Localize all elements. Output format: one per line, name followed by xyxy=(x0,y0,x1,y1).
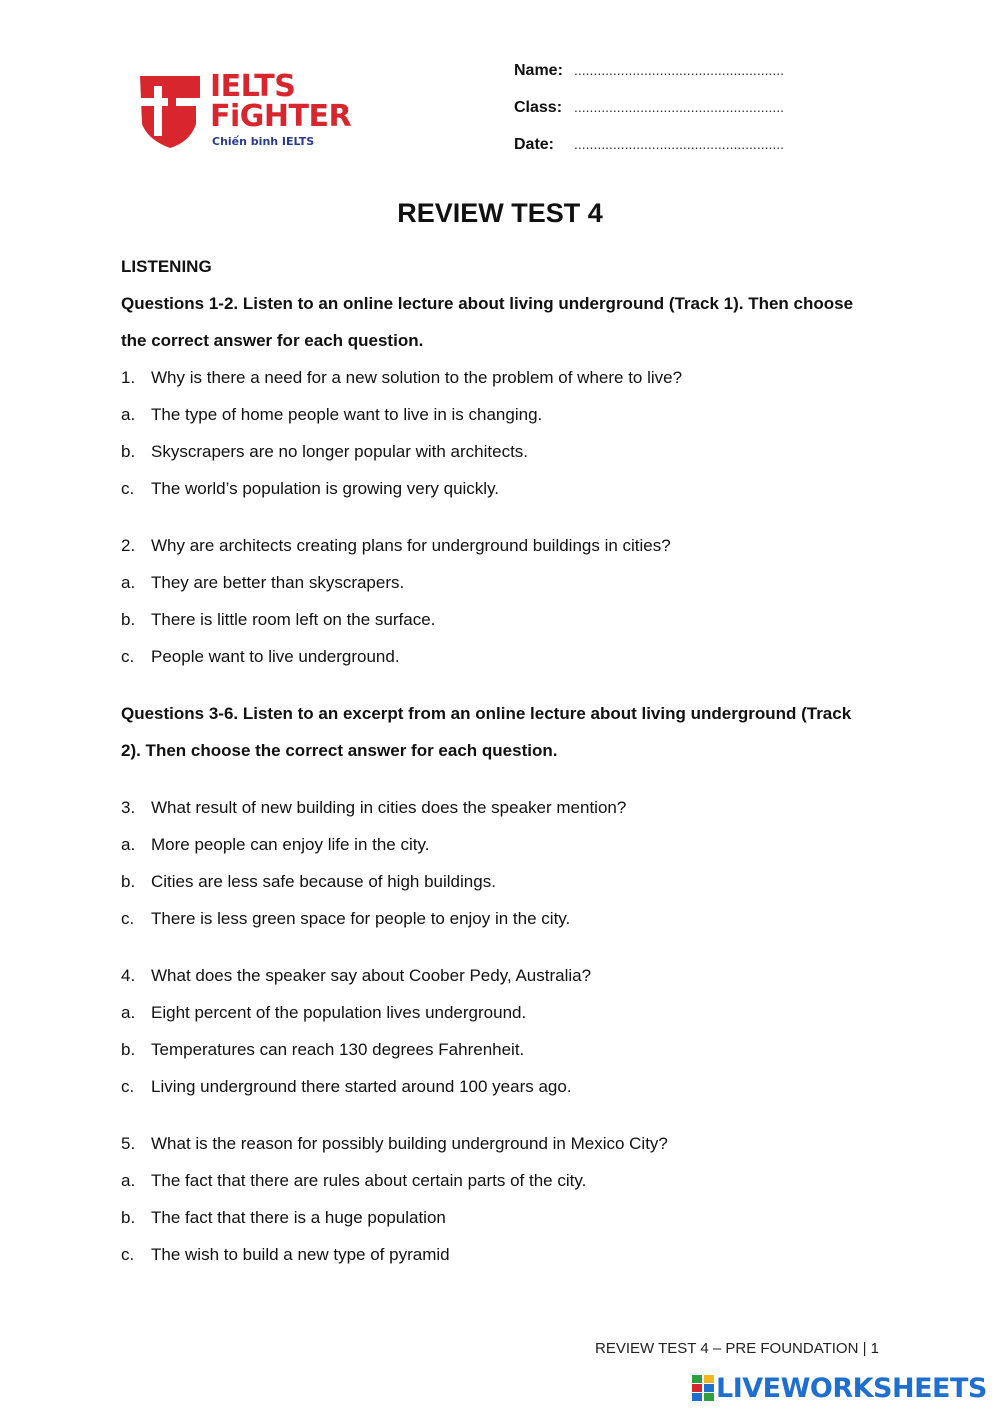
page-footer: REVIEW TEST 4 – PRE FOUNDATION | 1 xyxy=(595,1340,879,1357)
option-4c[interactable] xyxy=(121,1077,572,1097)
option-text: More people can enjoy life in the city. xyxy=(151,835,430,854)
class-field[interactable]: ...................................................... xyxy=(574,99,785,115)
liveworksheets-logo-icon xyxy=(692,1375,714,1401)
question-3 xyxy=(121,798,626,818)
question-4 xyxy=(121,966,591,986)
option-text: The fact that there is a huge population xyxy=(151,1208,446,1227)
liveworksheets-watermark xyxy=(692,1373,987,1403)
option-5c[interactable] xyxy=(121,1245,450,1265)
option-text: There is little room left on the surface. xyxy=(151,610,436,629)
page-title: REVIEW TEST 4 xyxy=(397,198,603,228)
instructions-q1-2: Questions 1-2. Listen to an online lecture about living underground (Track 1). Then choose xyxy=(121,294,854,313)
option-text: Cities are less safe because of high buildings. xyxy=(151,872,496,891)
option-letter: c. xyxy=(121,1245,135,1264)
question-text: Why is there a need for a new solution to the problem of where to live? xyxy=(151,368,683,387)
option-text: The world’s population is growing very quickly. xyxy=(151,479,500,498)
option-letter: b. xyxy=(121,1208,136,1227)
instructions-q3-6-cont: 2). Then choose the correct answer for each question. xyxy=(121,741,558,760)
logo-tagline: Chiến binh IELTS xyxy=(212,135,315,148)
option-letter: a. xyxy=(121,573,136,592)
question-text: What does the speaker say about Coober Pedy, Australia? xyxy=(151,966,592,985)
option-5a[interactable] xyxy=(121,1171,586,1191)
logo-word-ielts: IELTS xyxy=(210,69,296,104)
liveworksheets-text: LIVEWORKSHEETS xyxy=(716,1372,987,1404)
logo-emblem-icon xyxy=(136,72,206,150)
option-text: There is less green space for people to enjoy in the city. xyxy=(151,909,571,928)
name-label: Name: xyxy=(514,62,563,79)
date-field[interactable]: ...................................................... xyxy=(574,136,785,152)
question-number: 2. xyxy=(121,536,136,555)
question-number: 3. xyxy=(121,798,136,817)
option-letter: a. xyxy=(121,835,136,854)
question-number: 1. xyxy=(121,368,136,387)
option-letter: b. xyxy=(121,872,136,891)
option-5b[interactable] xyxy=(121,1208,446,1228)
option-letter: c. xyxy=(121,479,135,498)
option-4a[interactable] xyxy=(121,1003,526,1023)
question-number: 5. xyxy=(121,1134,136,1153)
date-label: Date: xyxy=(514,136,555,153)
option-letter: a. xyxy=(121,1171,136,1190)
class-row xyxy=(514,99,784,136)
option-letter: c. xyxy=(121,1077,135,1096)
option-letter: c. xyxy=(121,909,135,928)
name-field[interactable]: ...................................................... xyxy=(574,62,785,78)
question-5 xyxy=(121,1134,668,1154)
class-label: Class: xyxy=(514,99,563,116)
option-3b[interactable] xyxy=(121,872,496,892)
option-1c[interactable] xyxy=(121,479,499,499)
option-text: They are better than skyscrapers. xyxy=(151,573,405,592)
option-2b[interactable] xyxy=(121,610,435,630)
option-3a[interactable] xyxy=(121,835,429,855)
question-2 xyxy=(121,536,671,556)
question-number: 4. xyxy=(121,966,136,985)
option-text: Skyscrapers are no longer popular with architects. xyxy=(151,442,529,461)
option-letter: a. xyxy=(121,1003,136,1022)
option-text: Eight percent of the population lives underground. xyxy=(151,1003,527,1022)
option-text: The wish to build a new type of pyramid xyxy=(151,1245,450,1264)
option-text: Living underground there started around 100 years ago. xyxy=(151,1077,572,1096)
question-text: What result of new building in cities does the speaker mention? xyxy=(151,798,627,817)
option-3c[interactable] xyxy=(121,909,570,929)
option-text: The type of home people want to live in is changing. xyxy=(151,405,543,424)
option-text: People want to live underground. xyxy=(151,647,400,666)
option-2a[interactable] xyxy=(121,573,404,593)
option-letter: b. xyxy=(121,1040,136,1059)
instructions-q3-6: Questions 3-6. Listen to an excerpt from an online lecture about living underground (Track xyxy=(121,704,852,723)
question-text: What is the reason for possibly building underground in Mexico City? xyxy=(151,1134,668,1153)
option-text: The fact that there are rules about certain parts of the city. xyxy=(151,1171,587,1190)
option-letter: c. xyxy=(121,647,135,666)
option-letter: b. xyxy=(121,610,136,629)
question-text: Why are architects creating plans for underground buildings in cities? xyxy=(151,536,671,555)
name-row xyxy=(514,62,784,99)
date-row xyxy=(514,136,784,173)
option-letter: b. xyxy=(121,442,136,461)
option-1a[interactable] xyxy=(121,405,542,425)
ielts-fighter-logo xyxy=(136,69,366,152)
section-heading: LISTENING xyxy=(121,257,212,276)
option-4b[interactable] xyxy=(121,1040,524,1060)
option-letter: a. xyxy=(121,405,136,424)
option-text: Temperatures can reach 130 degrees Fahrenheit. xyxy=(151,1040,525,1059)
instructions-q1-2-cont: the correct answer for each question. xyxy=(121,331,424,350)
logo-word-fighter: FiGHTER xyxy=(210,99,352,134)
question-1 xyxy=(121,368,682,388)
student-info xyxy=(514,62,784,173)
option-1b[interactable] xyxy=(121,442,528,462)
option-2c[interactable] xyxy=(121,647,400,667)
